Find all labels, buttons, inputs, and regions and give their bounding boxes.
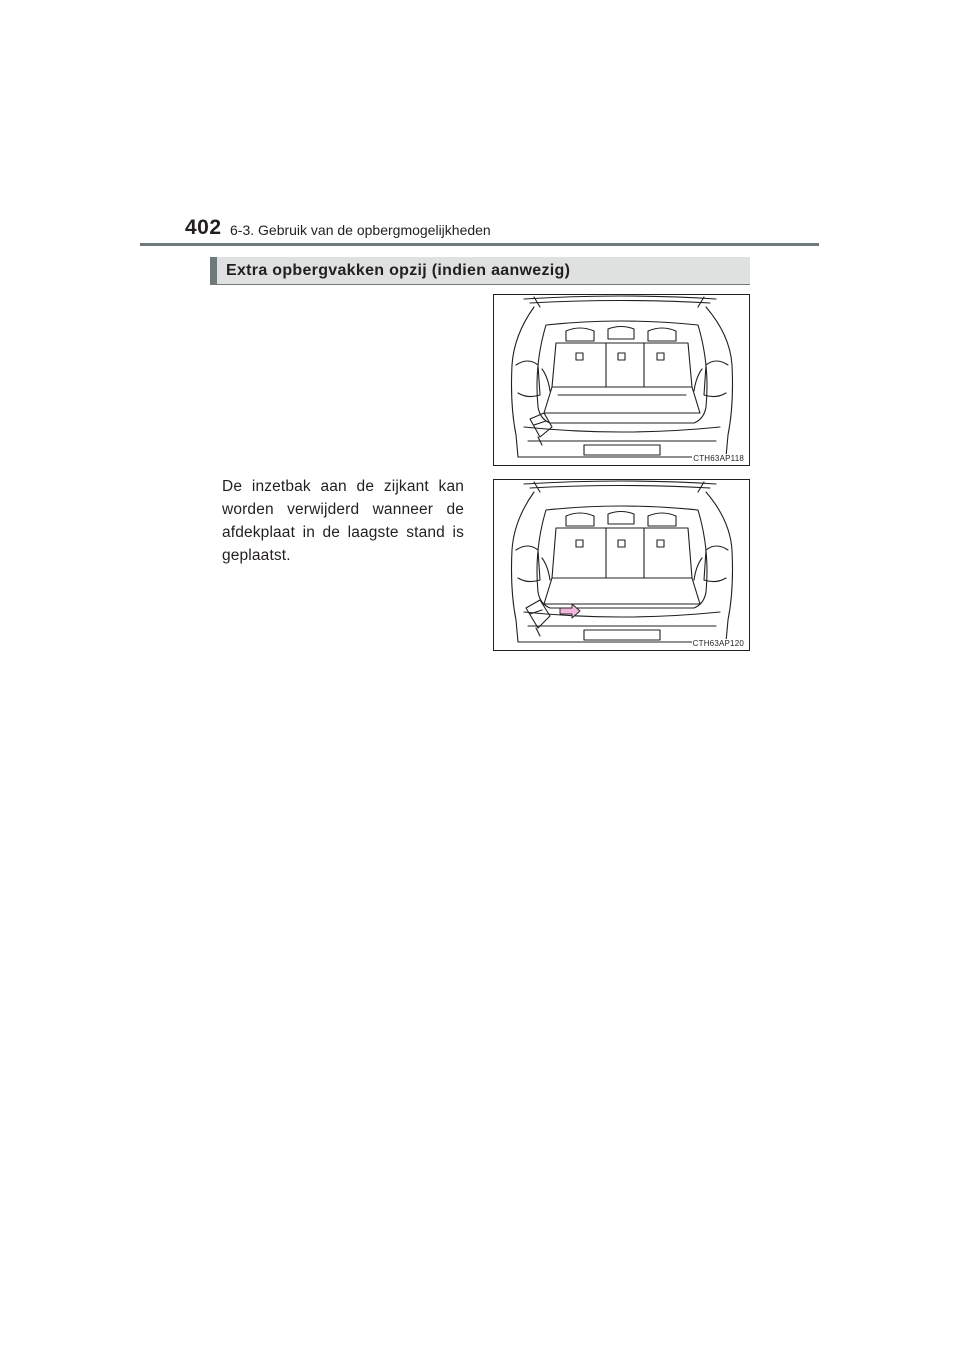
body-paragraph: De inzetbak aan de zijkant kan worden verwijderd wanneer de afdekplaat in de laagste stand is geplaatst. <box>222 478 464 564</box>
figure-code: CTH63AP120 <box>692 639 744 648</box>
trunk-illustration-removal <box>494 480 749 650</box>
figure-code: CTH63AP118 <box>693 454 744 463</box>
subsection-title: Extra opbergvakken opzij (indien aanwezig) <box>226 262 571 279</box>
subsection-bar <box>210 257 750 285</box>
figure-side-box-removal <box>493 479 750 651</box>
header-rule <box>140 243 819 246</box>
section-header: 6-3. Gebruik van de opbergmogelijkheden <box>230 222 491 238</box>
figure-trunk-storage <box>493 294 750 466</box>
page-number: 402 <box>185 216 222 239</box>
subsection-accent <box>210 257 217 285</box>
trunk-illustration <box>494 295 749 465</box>
